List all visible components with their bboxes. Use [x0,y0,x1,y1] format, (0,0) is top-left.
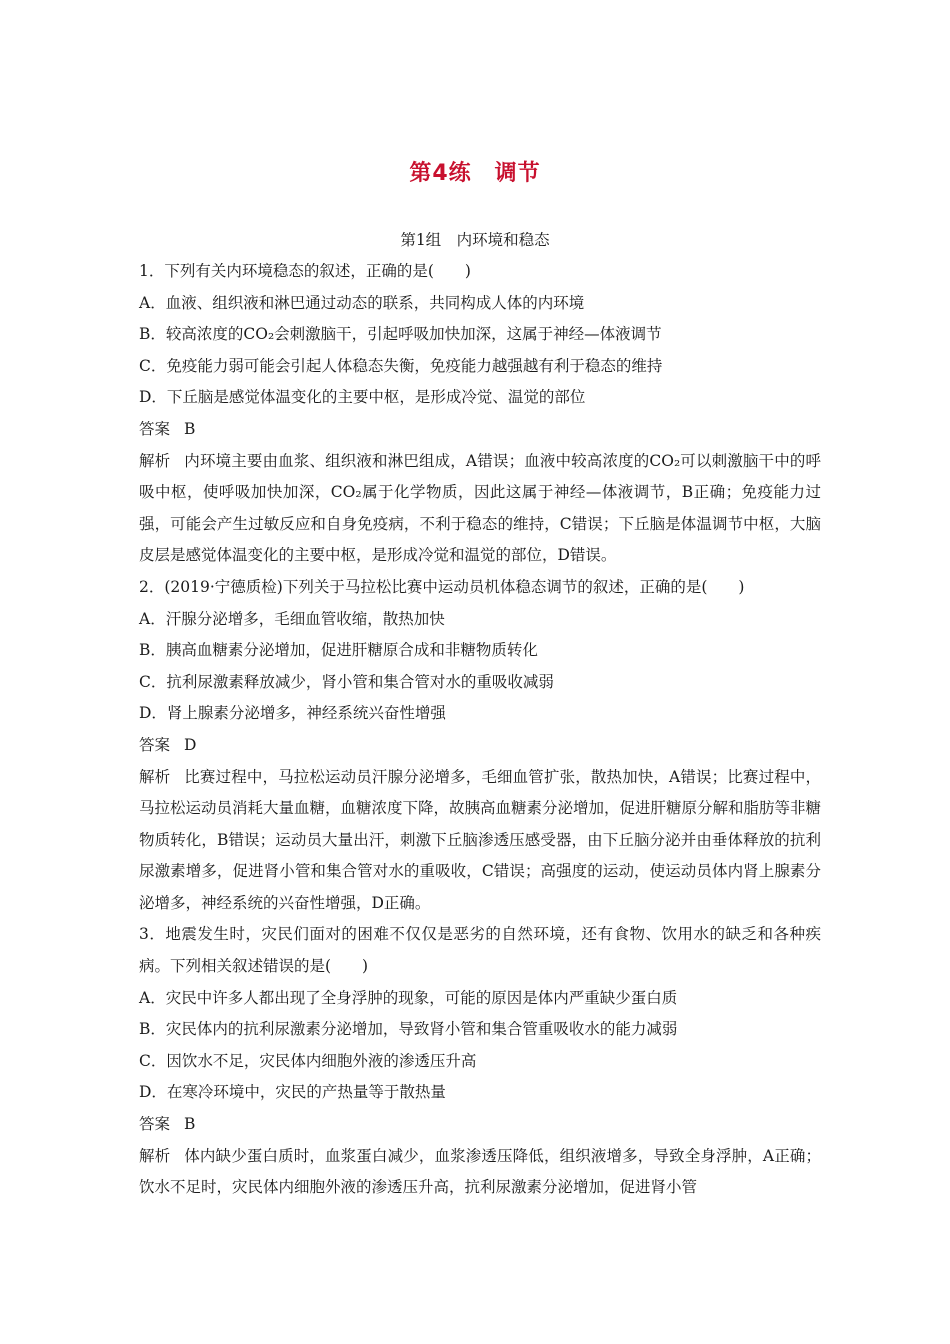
question-3-option-d: D．在寒冷环境中，灾民的产热量等于散热量 [139,1083,446,1102]
page-title: 第4练 调节 [409,161,541,186]
question-3-answer [139,1109,821,1141]
answer-value: B [184,1115,196,1134]
answer-label: 答案 [139,1115,171,1134]
question-2-option-b: B．胰高血糖素分泌增加，促进肝糖原合成和非糖物质转化 [139,641,538,660]
question-3 [139,919,821,1203]
analysis-text: 内环境主要由血浆、组织液和淋巴组成，A错误；血液中较高浓度的CO₂可以刺激脑干中的呼吸中枢，使呼吸加快加深，CO₂属于化学物质，因此这属于神经—体液调节，B正确；免疫能力过强，可能会产生过敏反应和自身免疫病，不利于稳态的维持，C错误；下丘脑是体温调节中枢，大脑皮层是感觉体温变化的主要中枢，是形成冷觉和温觉的部位，D错误。 [139,451,821,565]
answer-value: D [184,735,197,754]
question-1-stem: 1．下列有关内环境稳态的叙述，正确的是( ) [139,262,471,280]
analysis-text: 比赛过程中，马拉松运动员汗腺分泌增多，毛细血管扩张，散热加快，A错误；比赛过程中，马拉松运动员消耗大量血糖，血糖浓度下降，故胰高血糖素分泌增加，促进肝糖原分解和脂肪等非糖物质转化，B错误；运动员大量出汗，刺激下丘脑渗透压感受器，由下丘脑分泌并由垂体释放的抗利尿激素增多，促进肾小管和集合管对水的重吸收，C错误；高强度的运动，使运动员体内肾上腺素分泌增多，神经系统的兴奋性增强，D正确。 [139,767,822,912]
answer-value: B [184,419,196,438]
question-1-option-c: C．免疫能力弱可能会引起人体稳态失衡，免疫能力越强越有利于稳态的维持 [139,356,663,375]
question-2-stem: 2．(2019·宁德质检)下列关于马拉松比赛中运动员机体稳态调节的叙述，正确的是( ) [139,577,745,596]
question-1-option-d: D．下丘脑是感觉体温变化的主要中枢，是形成冷觉、温觉的部位 [139,388,586,407]
question-2-option-d: D．肾上腺素分泌增多，神经系统兴奋性增强 [139,704,446,723]
analysis-label: 解析 [139,451,171,470]
question-1-option-a: A．血液、组织液和淋巴通过动态的联系，共同构成人体的内环境 [139,293,585,312]
answer-label: 答案 [139,419,171,438]
question-2-option-a: A．汗腺分泌增多，毛细血管收缩，散热加快 [139,609,445,628]
question-3-option-b: B．灾民体内的抗利尿激素分泌增加，导致肾小管和集合管重吸收水的能力减弱 [139,1020,678,1039]
question-3-option-a: A．灾民中许多人都出现了全身浮肿的现象，可能的原因是体内严重缺少蛋白质 [139,988,678,1007]
answer-label: 答案 [139,735,171,754]
analysis-label: 解析 [139,767,171,786]
question-2-option-c: C．抗利尿激素释放减少，肾小管和集合管对水的重吸收减弱 [139,672,554,691]
group-title: 第1组 内环境和稳态 [400,231,550,249]
question-list [139,256,821,1204]
question-1 [139,256,821,572]
question-2-answer [139,730,821,762]
analysis-label: 解析 [139,1146,171,1165]
question-1-analysis [139,446,821,572]
question-1-option-b: B．较高浓度的CO₂会刺激脑干，引起呼吸加快加深，这属于神经—体液调节 [139,325,662,344]
question-3-option-c: C．因饮水不足，灾民体内细胞外液的渗透压升高 [139,1051,477,1070]
question-1-answer [139,414,821,446]
analysis-text: 体内缺少蛋白质时，血浆蛋白减少，血浆渗透压降低，组织液增多，导致全身浮肿，A正确；饮水不足时，灾民体内细胞外液的渗透压升高，抗利尿激素分泌增加，促进肾小管 [139,1146,821,1197]
question-2-analysis [139,762,821,920]
question-3-analysis [139,1141,821,1204]
question-2 [139,572,821,920]
question-3-stem: 3．地震发生时，灾民们面对的困难不仅仅是恶劣的自然环境，还有食物、饮用水的缺乏和各种疾病。下列相关叙述错误的是( ) [139,925,821,976]
